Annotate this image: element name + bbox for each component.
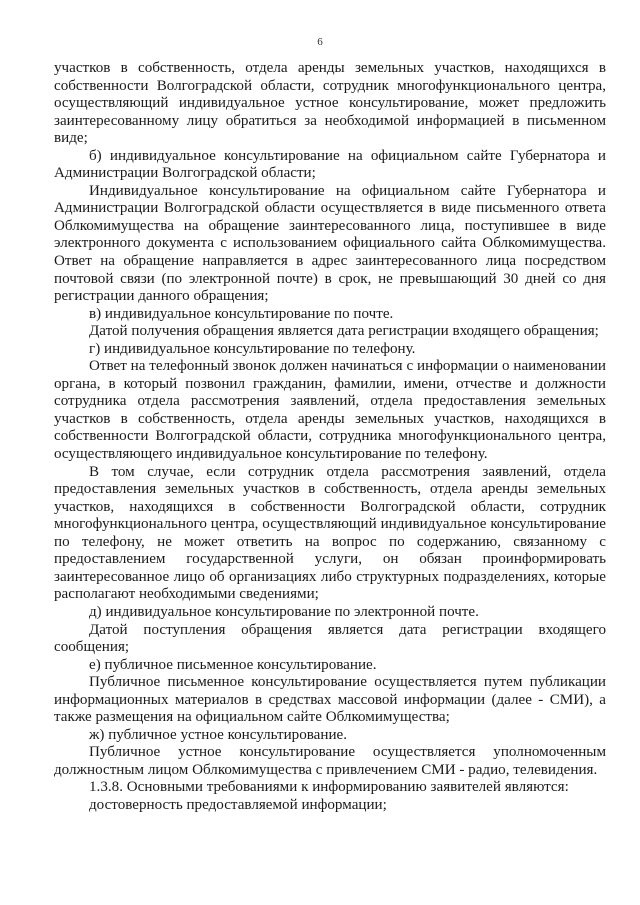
paragraph: Индивидуальное консультирование на официальном сайте Губернатора и Администрации Волгоградской области осуществляется в виде письменного ответа Облкомимущества на обращение заинтересованного лица, поступившее в виде электронного документа с использованием официального сайта Облкомимущества. Ответ на обращение направляется в адрес заинтересованного лица посредством почтовой связи (по электронной почте) в срок, не превышающий 30 дней со дня регистрации данного обращения; (54, 182, 606, 305)
paragraph: Датой получения обращения является дата регистрации входящего обращения; (89, 323, 599, 340)
paragraph: г) индивидуальное консультирование по телефону. (89, 340, 416, 357)
paragraph: е) публичное письменное консультирование. (89, 656, 377, 673)
paragraph: Публичное письменное консультирование осуществляется путем публикации информационных материалов в средствах массовой информации (далее - СМИ), а также размещения на официальном сайте Облкомимущества; (54, 674, 606, 726)
paragraph: Публичное устное консультирование осуществляется уполномоченным должностным лицом Облкомимущества с привлечением СМИ - радио, телевидения. (54, 744, 606, 778)
paragraph: д) индивидуальное консультирование по электронной почте. (89, 603, 479, 620)
paragraph: ж) публичное устное консультирование. (89, 726, 348, 743)
paragraph: б) индивидуальное консультирование на официальном сайте Губернатора и Администрации Волгоградской области; (54, 147, 606, 182)
paragraph: Ответ на телефонный звонок должен начинаться с информации о наименовании органа, в который позвонил гражданин, фамилии, имени, отчестве и должности сотрудника отдела рассмотрения заявлений, отдела предоставления земельных участков в собственность, отдела аренды земельных участков, находящихся в собственности Волгоградской области, сотрудника многофункционального центра, осуществляющего индивидуальное консультирование по телефону. (54, 358, 606, 463)
page-number: 6 (317, 36, 323, 48)
paragraph: участков в собственность, отдела аренды земельных участков, находящихся в собственности Волгоградской области, сотрудник многофункционального центра, осуществляющий индивидуальное устное консультирование, может предложить заинтересованному лицу обратиться за необходимой информацией в письменном виде; (54, 60, 606, 147)
paragraph: В том случае, если сотрудник отдела рассмотрения заявлений, отдела предоставления земельных участков в собственность, отдела аренды земельных участков, находящихся в собственности Волгоградской области, сотрудник многофункционального центра, осуществляющий индивидуальное консультирование по телефону, не может ответить на вопрос по содержанию, связанному с предоставлением государственной услуги, он обязан проинформировать заинтересованное лицо об организациях либо структурных подразделениях, которые располагают необходимыми сведениями; (54, 463, 606, 603)
document-body (54, 60, 606, 815)
paragraph: Датой поступления обращения является дата регистрации входящего сообщения; (54, 621, 606, 656)
paragraph: достоверность предоставляемой информации; (89, 796, 387, 813)
paragraph: 1.3.8. Основными требованиями к информированию заявителей являются: (89, 779, 569, 796)
paragraph: в) индивидуальное консультирование по почте. (89, 305, 394, 322)
